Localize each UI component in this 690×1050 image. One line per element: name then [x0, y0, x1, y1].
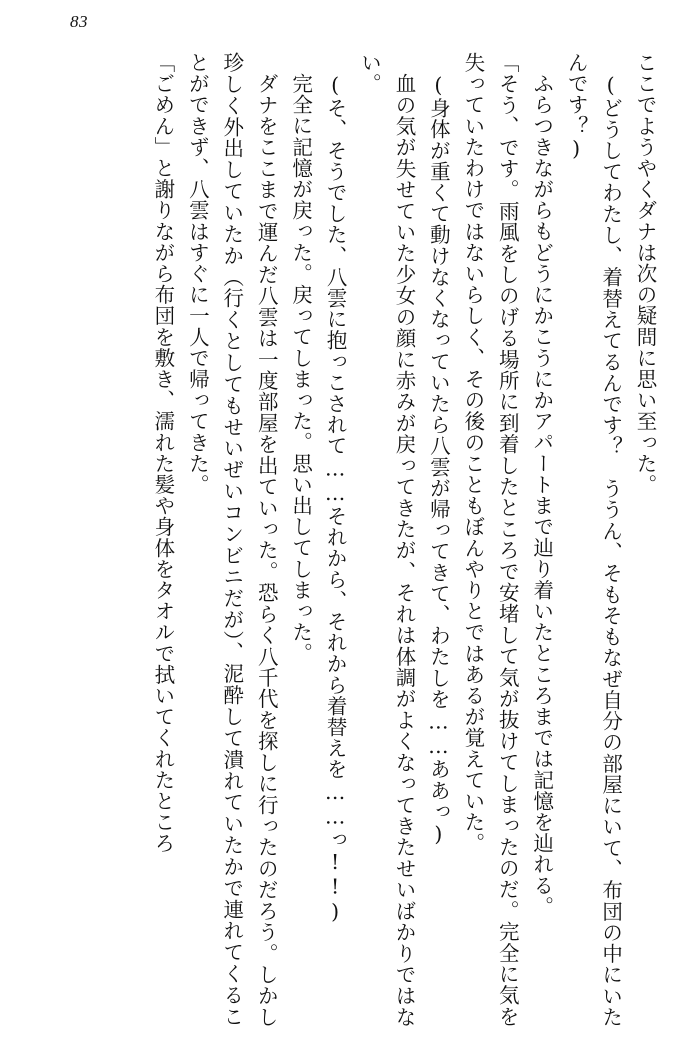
paragraph: (そ、そうでした、八雲に抱っこされて……それから、それから着替えを……っ!!)	[323, 72, 348, 924]
novel-body-text	[28, 52, 662, 1027]
paragraph: ここでようやくダナは次の疑問に思い至った。	[633, 52, 657, 496]
paragraph: 「そう、です。雨風をしのげる場所に到着したところで安堵して気が抜けてしまったのだ。完全に気を失っていたわけではないらしく、その後のこともぼんやりとではあるが覚えていた。	[460, 52, 520, 1027]
paragraph: (身体が重くて動けなくなっていたら八雲が帰ってきて、わたしを……ああっ)	[426, 72, 451, 847]
paragraph: 血の気が失せていた少女の顔に赤みが戻ってきたが、それは体調がよくなってきたせいばかりではない。	[357, 52, 416, 1027]
paragraph: ダナをここまで運んだ八雲は一度部屋を出ていった。恐らく八千代を探しに行ったのだろう。しかし珍しく外出していたか（行くとしてもせいぜいコンビニだが）、泥酔して潰れていたかで連れてくることができず、八雲はすぐに一人で帰ってきた。	[185, 52, 279, 1027]
paragraph: 「ごめん」と謝りながら布団を敷き、濡れた髪や身体をタオルで拭いてくれたところ	[150, 52, 175, 854]
page-number: 83	[70, 12, 88, 31]
paragraph: (どうしてわたし、着替えてるんです？ ううん、そもそもなぜ自分の部屋にいて、布団の中にいたんです？)	[564, 52, 623, 1027]
paragraph: ふらつきながらもどうにかこうにかアパートまで辿り着いたところまでは記憶を辿れる。	[529, 72, 554, 917]
paragraph: 完全に記憶が戻った。戻ってしまった。思い出してしまった。	[288, 72, 313, 664]
